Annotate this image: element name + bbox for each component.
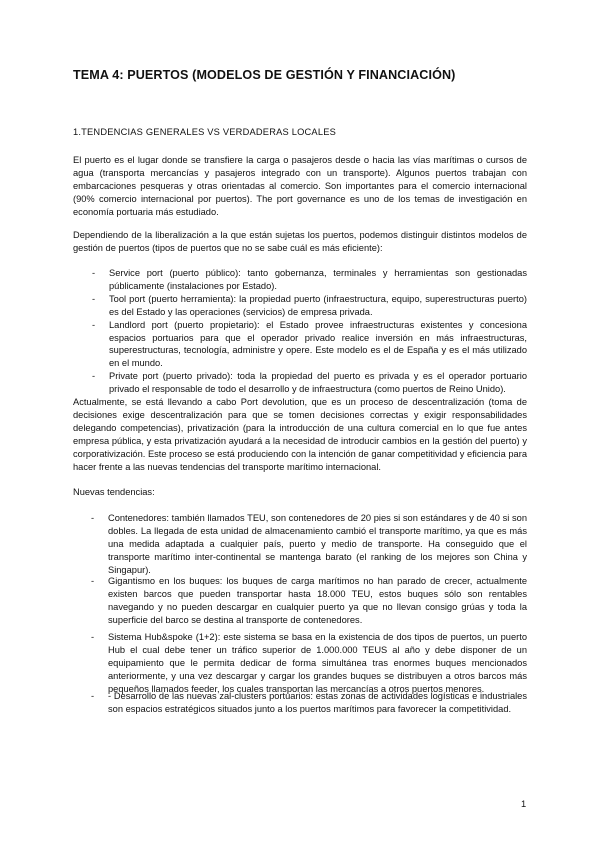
list-dash: - [91, 691, 95, 701]
section-heading: 1.TENDENCIAS GENERALES VS VERDADERAS LOCALES [73, 127, 336, 137]
list-item [73, 575, 527, 627]
list-dash: - [92, 319, 96, 330]
list-item-text: Private port (puerto privado): toda la propiedad del puerto es privada y es el operador portuario privado el responsable de todo el desarrollo y de infraestructura (como puertos de Reino Unido). [109, 371, 527, 395]
list-item-text: Service port (puerto público): tanto gobernanza, terminales y herramientas son gestionadas públicamente (instalaciones por Estado). [109, 268, 527, 291]
list-item [73, 690, 527, 716]
list-dash: - [91, 513, 95, 523]
list-dash: - [91, 632, 95, 642]
new-trends-list [73, 512, 527, 577]
list-item [73, 293, 527, 319]
list-item [73, 370, 527, 396]
list-dash: - [92, 268, 96, 278]
new-trends-list [73, 690, 527, 716]
list-dash: - [92, 293, 96, 304]
paragraph-port-definition: El puerto es el lugar donde se transfiere la carga o pasajeros desde o hacia las vías marítimas o cursos de agua (transporta mercancías y pasajeros integrado con un transporte). Algunos puertos trabajan con embarcaciones pesqueras y otras orientadas al comercio. Son importantes para el comercio internacional (90% comercio internacional por puertos). The port governance es uno de los temas de investigación en economía portuaria más estudiado. [73, 155, 527, 217]
list-dash: - [91, 576, 95, 586]
list-dash: - [92, 371, 96, 382]
list-item-text: Sistema Hub&spoke (1+2): este sistema se basa en la existencia de dos tipos de puertos, un puerto Hub el cual debe tener un tráfico superior de 1.000.000 TEUS al año y debe disponer de un equipamiento que le permita dedicar de forma simultánea tras enormes buques mencionados anteriormente, y una vez descargar y cargar los grandes buques se distribuyen a otros barcos más pequeños llamados feeder, los cuales transportan las mercancías a otros puertos menores. [108, 632, 527, 694]
paragraph-port-devolution: Actualmente, se está llevando a cabo Port devolution, que es un proceso de descentralización (toma de decisiones exige descentralización para que se tomen decisiones correctas y exigir responsabilidades delegando competencias), privatización (para la introducción de una cultura comercial en lo que fue antes empresa pública, y esta privatización ayudará a la necesidad de introducir cambios en la gestión del puerto) y corporativización. Este proceso se está produciendo con la intención de ganar competitividad y eficiencia para hacer frente a las nuevas tendencias del transporte marítimo internacional. [73, 397, 527, 472]
list-item-text: Landlord port (puerto propietario): el Estado provee infraestructuras existentes y concesiona espacios portuarios para que el operador privado realice inversión en más infraestructuras, superestructuras, tecnología, administre y opere. Este modelo es el de España y es el más utilizado en el mundo. [109, 319, 527, 369]
list-item-text: - Desarrollo de las nuevas zal-clusters portuarios: estas zonas de actividades logísticas e industriales son espacios estratégicos situados junto a los puertos marítimos para favorecer la competitividad. [108, 691, 527, 714]
list-item [73, 267, 527, 293]
port-models-list [73, 267, 527, 396]
document-title: TEMA 4: PUERTOS (MODELOS DE GESTIÓN Y FINANCIACIÓN) [73, 68, 456, 82]
list-item-text: Tool port (puerto herramienta): la propiedad puerto (infraestructura, equipo, superestructuras puerto) es del Estado y las operaciones (servicios) de empresa privada. [109, 293, 527, 317]
page-number: 1 [521, 799, 527, 809]
list-item-text: Gigantismo en los buques: los buques de carga marítimos no han parado de crecer, actualmente existen barcos que pueden transportar hasta 18.000 TEU, estos buques sólo son rentables navegando y no pueden descargar en cualquier puerto ya que no llevan consigo grúas y toda la superficie del barco se destina al transporte de contenedores. [108, 576, 527, 625]
list-item [73, 631, 527, 696]
list-item [73, 319, 527, 371]
list-item [73, 512, 527, 577]
new-trends-list [73, 575, 527, 627]
new-trends-list [73, 631, 527, 696]
paragraph-liberalization: Dependiendo de la liberalización a la que están sujetas los puertos, podemos distinguir distintos modelos de gestión de puertos (tipos de puertos que no se sabe cuál es más eficiente): [73, 230, 527, 253]
list-item-text: Contenedores: también llamados TEU, son contenedores de 20 pies si son estándares y de 40 si son dobles. La llegada de esta unidad de almacenamiento cambió el transporte marítimo, ya que es más una medida adaptada a cualquier país, puerto y medio de transporte. Ha conseguido que el transporte marítimo inter-continental se mantenga barato (el ranking de los mejores son China y Singapur). [108, 513, 527, 575]
new-trends-label: Nuevas tendencias: [73, 487, 155, 497]
